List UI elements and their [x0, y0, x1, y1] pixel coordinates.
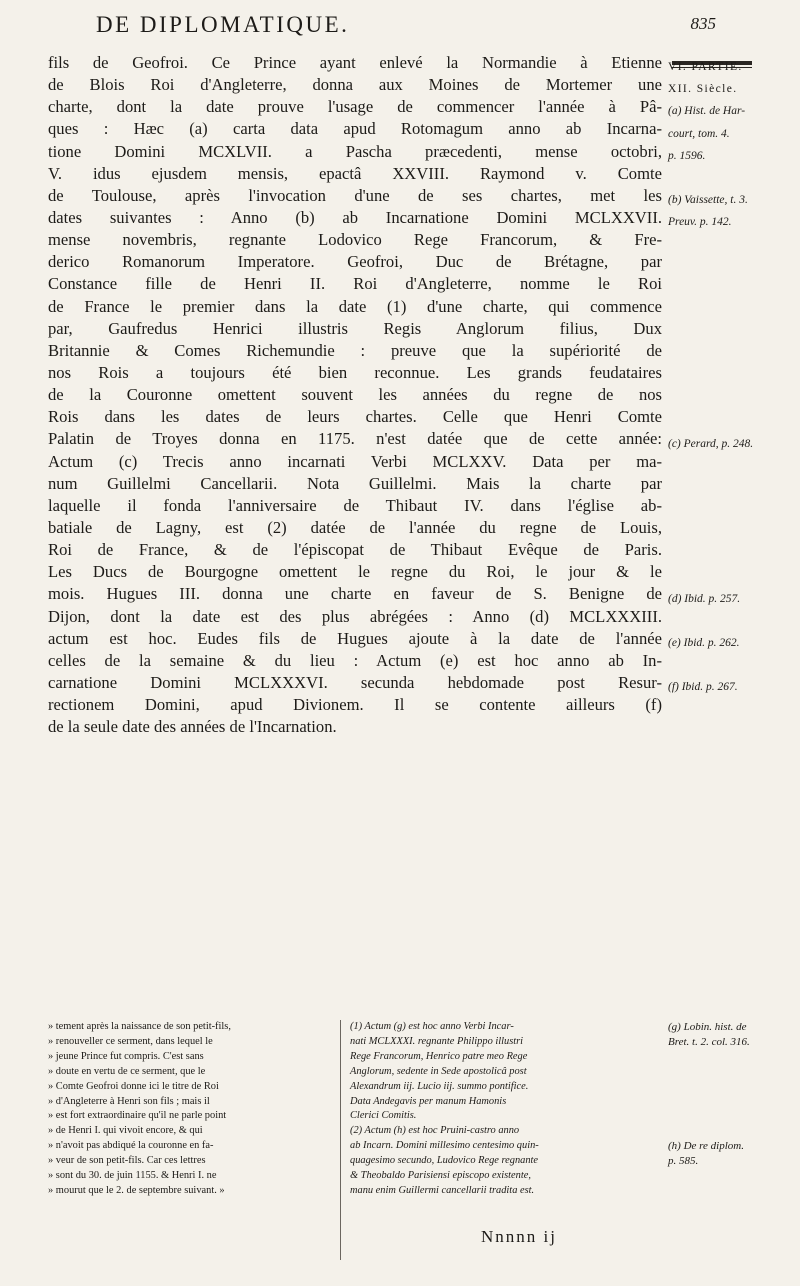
margin-note	[668, 592, 786, 606]
footnote-line: » veur de son petit-fils. Car ces lettres	[48, 1155, 206, 1167]
footnote-line: nati MCLXXXI. regnante Philippo illustri	[350, 1035, 524, 1047]
text-line: de la seule date des années de l'Incarnation.	[48, 717, 337, 737]
footnote-line: » tement après la naissance de son petit-fils,	[48, 1021, 231, 1032]
margin-note	[668, 127, 786, 141]
margin-note	[668, 60, 786, 74]
text-line: ques : Hæc (a) carta data apud Rotomagum anno ab Incarna-	[48, 119, 662, 139]
text-line: mois. Hugues III. donna une charte en faveur de S. Benigne de	[48, 584, 662, 604]
text-line: mense novembris, regnante Lodovico Rege Francorum, & Fre-	[48, 230, 662, 250]
margin-note	[668, 193, 786, 207]
text-line: Actum (c) Trecis anno incarnati Verbi MCLXXV. Data per ma-	[48, 451, 662, 471]
text-line: batiale de Lagny, est (2) datée de l'année du regne de Louis,	[48, 517, 662, 537]
text-line: de Blois Roi d'Angleterre, donna aux Moines de Mortemer une	[48, 75, 662, 95]
footnote-line: » sont du 30. de juin 1155. & Henri I. ne	[48, 1170, 217, 1182]
footnote-margin-note: (h) De re diplom.	[668, 1140, 744, 1153]
footnote-divider	[340, 1020, 341, 1260]
margin-note-text: (f) Ibid. p. 267.	[668, 681, 738, 694]
text-line: Constance fille de Henri II. Roi d'Angleterre, nomme le Roi	[48, 274, 662, 294]
text-line: charte, dont la date prouve l'usage de commencer l'année à Pâ-	[48, 97, 662, 117]
footnote-line: » renouveller ce serment, dans lequel le	[48, 1035, 213, 1047]
text-line: de France le premier dans la date (1) d'une charte, qui commence	[48, 296, 662, 316]
text-line: carnatione Domini MCLXXXVI. secunda hebdomade post Resur-	[48, 672, 662, 692]
footnote-line: ab Incarn. Domini millesimo centesimo quin-	[350, 1140, 539, 1152]
margin-note-text: court, tom. 4.	[668, 127, 730, 140]
text-line: fils de Geofroi. Ce Prince ayant enlevé la Normandie à Etienne	[48, 53, 662, 72]
footnote-line: (1) Actum (g) est hoc anno Verbi Incar-	[350, 1021, 514, 1032]
running-title: DE DIPLOMATIQUE.	[96, 12, 350, 37]
text-line: Roi de France, & de l'épiscopat de Thibaut Evêque de Paris.	[48, 540, 662, 560]
margin-note	[668, 104, 786, 118]
signature-mark: Nnnnn ij	[481, 1227, 557, 1246]
footnote-column-left	[48, 1020, 330, 1199]
text-line: derico Romanorum Imperatore. Geofroi, Duc de Brétagne, par	[48, 252, 662, 272]
footnote-line: & Theobaldo Parisiensi episcopo existente,	[350, 1170, 531, 1182]
text-line: Dijon, dont la date est des plus abrégées : Anno (d) MCLXXXIII.	[48, 606, 662, 626]
text-line: Les Ducs de Bourgogne omettent le regne du Roi, le jour & le	[48, 562, 662, 582]
page-number: 835	[690, 14, 716, 33]
footnote-line: » est fort extraordinaire qu'il ne parle point	[48, 1110, 227, 1122]
text-line: nos Rois a toujours été bien reconnue. Les grands feudataires	[48, 362, 662, 382]
text-line: par, Gaufredus Henrici illustris Regis Anglorum filius, Dux	[48, 318, 662, 338]
footnote-line: » de Henri I. qui vivoit encore, & qui	[48, 1125, 203, 1137]
main-text	[48, 52, 662, 738]
footnote-margin-note: Bret. t. 2. col. 316.	[668, 1035, 750, 1048]
margin-note-text: VI. PARTIE.	[668, 61, 743, 74]
footnote-margin-note: (g) Lobin. hist. de	[668, 1021, 747, 1033]
text-line: Britannie & Comes Richemundie : preuve que la supériorité de	[48, 340, 662, 360]
text-line: dates suivantes : Anno (b) ab Incarnatione Domini MCLXXVII.	[48, 207, 662, 227]
text-line: rectionem Domini, apud Divionem. Il se contente ailleurs (f)	[48, 695, 662, 715]
footnote-line: Clerici Comitis.	[350, 1110, 417, 1122]
footnote-line: Rege Francorum, Henrico patre meo Rege	[350, 1050, 528, 1062]
margin-note	[668, 680, 786, 694]
margin-note-text: XII. Siècle.	[668, 83, 738, 96]
margin-note-text: p. 1596.	[668, 149, 706, 162]
text-line: laquelle il fonda l'anniversaire de Thibaut IV. dans l'église ab-	[48, 495, 662, 515]
footnote-line: » d'Angleterre à Henri son fils ; mais il	[48, 1095, 210, 1107]
text-line: num Guillelmi Cancellarii. Nota Guillelmi. Mais la charte par	[48, 473, 662, 493]
running-header	[96, 12, 716, 42]
text-line: de la Couronne omettent souvent les années du regne de nos	[48, 385, 662, 405]
footnote-line: » jeune Prince fut compris. C'est sans	[48, 1050, 204, 1062]
footnote-line: » mourut que le 2. de septembre suivant. »	[48, 1184, 225, 1196]
footnote-line: » n'avoit pas abdiqué la couronne en fa-	[48, 1140, 214, 1152]
footnote-line: Anglorum, sedente in Sede apostolicâ post	[350, 1065, 527, 1077]
text-line: de Toulouse, après l'invocation d'une de ses chartes, met les	[48, 185, 662, 205]
margin-note-text: (a) Hist. de Har-	[668, 105, 746, 118]
margin-note-text: (b) Vaissette, t. 3.	[668, 194, 748, 207]
margin-note	[668, 636, 786, 650]
margin-note	[668, 82, 786, 96]
text-line: Rois dans les dates de leurs chartes. Celle que Henri Comte	[48, 407, 662, 427]
text-line: V. idus ejusdem mensis, epactâ XXVIII. Raymond v. Comte	[48, 163, 662, 183]
footnote-line: » doute en vertu de ce serment, que le	[48, 1065, 206, 1077]
text-line: Palatin de Troyes donna en 1175. n'est datée que de cette année:	[48, 429, 662, 449]
margin-note	[668, 437, 786, 451]
margin-note-text: (e) Ibid. p. 262.	[668, 637, 740, 650]
footnote-margin-note: p. 585.	[668, 1155, 699, 1168]
footnote-line: Data Andegavis per manum Hamonis	[350, 1095, 507, 1107]
margin-note	[668, 149, 786, 163]
text-line: tione Domini MCXLVII. a Pascha præcedenti, mense octobri,	[48, 141, 662, 161]
margin-note-text: (d) Ibid. p. 257.	[668, 592, 741, 605]
margin-note-text: Preuv. p. 142.	[668, 216, 732, 229]
footnote-line: » Comte Geofroi donne ici le titre de Roi	[48, 1080, 219, 1092]
footnote-line: (2) Actum (h) est hoc Pruini-castro anno	[350, 1125, 520, 1137]
margin-note-text: (c) Perard, p. 248.	[668, 437, 754, 450]
margin-note	[668, 215, 786, 229]
footnote-line: quagesimo secundo, Ludovico Rege regnante	[350, 1155, 539, 1167]
text-line: celles de la semaine & du lieu : Actum (e) est hoc anno ab In-	[48, 650, 662, 670]
footnote-line: manu enim Guillermi cancellarii tradita est.	[350, 1184, 535, 1196]
text-line: actum est hoc. Eudes fils de Hugues ajoute à la date de l'année	[48, 628, 662, 648]
footnote-line: Alexandrum iij. Lucio iij. summo pontifice.	[350, 1080, 529, 1092]
footnote-column-right	[350, 1020, 664, 1199]
